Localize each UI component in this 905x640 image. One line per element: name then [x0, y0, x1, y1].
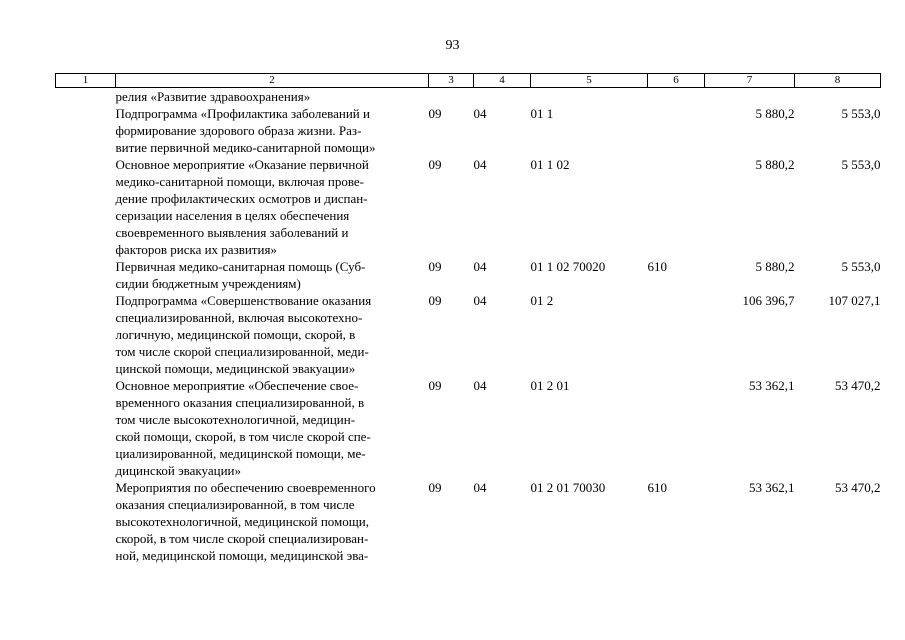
- row-target-article-cell: 01 1: [530, 106, 554, 121]
- row-name-line: витие первичной медико-санитарной помощи»: [115, 140, 376, 155]
- row-number-cell: [56, 292, 116, 377]
- row-expense-type-cell: 610: [647, 259, 667, 274]
- row-number-cell: [56, 88, 116, 106]
- row-amount-year2-cell: 5 553,0: [841, 259, 881, 274]
- table-row: [56, 88, 881, 106]
- row-name-cell: [116, 292, 429, 377]
- row-section-cell: 09: [428, 480, 442, 495]
- row-name-line: высокотехнологичной, медицинской помощи,: [115, 514, 369, 529]
- header-cell-1: 1: [56, 74, 116, 88]
- row-target-article-cell: 01 1 02 70020: [530, 259, 606, 274]
- row-target-article-cell: 01 1 02: [530, 157, 570, 172]
- row-name-cell: [116, 105, 429, 156]
- row-name-line: логичную, медицинской помощи, скорой, в: [115, 327, 356, 342]
- row-amount-year1-cell: 53 362,1: [749, 480, 795, 495]
- header-cell-7: 7: [705, 74, 795, 88]
- row-expense-type-cell: [648, 377, 705, 479]
- row-section-cell: [429, 88, 474, 106]
- row-amount-year1-cell: 5 880,2: [755, 259, 795, 274]
- row-subsection-cell: [474, 88, 531, 106]
- row-amount-year2-cell: [795, 88, 881, 106]
- header-cell-3: 3: [429, 74, 474, 88]
- table-row: [56, 258, 881, 292]
- row-amount-year2-cell: 5 553,0: [841, 157, 881, 172]
- row-number-cell: [56, 479, 116, 564]
- header-cell-6: 6: [648, 74, 705, 88]
- row-name-line: серизации населения в целях обеспечения: [115, 208, 350, 223]
- row-name-line: том числе высокотехнологичной, медицин-: [115, 412, 356, 427]
- row-name-line: оказания специализированной, в том числе: [115, 497, 355, 512]
- row-expense-type-cell: [648, 292, 705, 377]
- row-name-line: факторов риска их развития»: [115, 242, 277, 257]
- header-row: [56, 74, 881, 88]
- table-row: [56, 479, 881, 564]
- row-section-cell: 09: [428, 378, 442, 393]
- row-target-article-cell: [531, 88, 648, 106]
- table-body: [56, 88, 881, 565]
- row-name-line: циализированной, медицинской помощи, ме-: [115, 446, 366, 461]
- row-name-line: медико-санитарной помощи, включая прове-: [115, 174, 364, 189]
- header-cell-2: 2: [116, 74, 429, 88]
- row-name-line: Мероприятия по обеспечению своевременного: [115, 480, 376, 495]
- row-number-cell: [56, 156, 116, 258]
- row-amount-year1-cell: 106 396,7: [742, 293, 795, 308]
- row-name-line: специализированной, включая высокотехно-: [115, 310, 363, 325]
- budget-table: [55, 73, 881, 564]
- row-expense-type-cell: [648, 105, 705, 156]
- row-subsection-cell: 04: [473, 480, 487, 495]
- row-amount-year2-cell: 53 470,2: [835, 480, 881, 495]
- row-name-line: ной, медицинской помощи, медицинской эва-: [115, 548, 369, 563]
- row-name-line: формирование здорового образа жизни. Раз-: [115, 123, 362, 138]
- row-number-cell: [56, 258, 116, 292]
- row-name-cell: [116, 156, 429, 258]
- row-subsection-cell: 04: [473, 378, 487, 393]
- table-row: [56, 292, 881, 377]
- row-amount-year1-cell: 53 362,1: [749, 378, 795, 393]
- row-subsection-cell: 04: [473, 106, 487, 121]
- row-amount-year1-cell: 5 880,2: [755, 106, 795, 121]
- header-cell-4: 4: [474, 74, 531, 88]
- row-subsection-cell: 04: [473, 259, 487, 274]
- row-amount-year2-cell: 107 027,1: [828, 293, 881, 308]
- row-name-line: своевременного выявления заболеваний и: [115, 225, 349, 240]
- page-number: 93: [445, 38, 460, 53]
- row-name-cell: [116, 88, 429, 106]
- table-row: [56, 156, 881, 258]
- row-section-cell: 09: [428, 259, 442, 274]
- row-amount-year2-cell: 5 553,0: [841, 106, 881, 121]
- row-expense-type-cell: [648, 156, 705, 258]
- row-name-cell: [116, 479, 429, 564]
- header-cell-5: 5: [531, 74, 648, 88]
- row-name-cell: [116, 377, 429, 479]
- row-name-line: Первичная медико-санитарная помощь (Суб-: [115, 259, 366, 274]
- row-section-cell: 09: [428, 157, 442, 172]
- row-name-line: сидии бюджетным учреждениям): [115, 276, 301, 291]
- row-number-cell: [56, 105, 116, 156]
- row-section-cell: 09: [428, 293, 442, 308]
- row-expense-type-cell: 610: [647, 480, 667, 495]
- row-name-line: цинской помощи, медицинской эвакуации»: [115, 361, 356, 376]
- row-name-line: Основное мероприятие «Обеспечение свое-: [115, 378, 359, 393]
- row-name-line: Основное мероприятие «Оказание первичной: [115, 157, 369, 172]
- row-name-line: релия «Развитие здравоохранения»: [115, 89, 311, 104]
- row-amount-year1-cell: 5 880,2: [755, 157, 795, 172]
- row-subsection-cell: 04: [473, 293, 487, 308]
- table-row: [56, 105, 881, 156]
- table-row: [56, 377, 881, 479]
- row-name-line: Подпрограмма «Совершенствование оказания: [115, 293, 372, 308]
- row-name-line: Подпрограмма «Профилактика заболеваний и: [115, 106, 370, 121]
- row-name-line: том числе скорой специализированной, меди-: [115, 344, 369, 359]
- row-amount-year1-cell: [705, 88, 795, 106]
- row-name-line: дицинской эвакуации»: [115, 463, 241, 478]
- row-name-line: дение профилактических осмотров и диспан-: [115, 191, 368, 206]
- row-amount-year2-cell: 53 470,2: [835, 378, 881, 393]
- row-name-line: ской помощи, скорой, в том числе скорой спе-: [115, 429, 371, 444]
- row-name-line: временного оказания специализированной, в: [115, 395, 365, 410]
- row-subsection-cell: 04: [473, 157, 487, 172]
- row-target-article-cell: 01 2 01: [530, 378, 570, 393]
- row-name-line: скорой, в том числе скорой специализирован-: [115, 531, 369, 546]
- row-target-article-cell: 01 2 01 70030: [530, 480, 606, 495]
- header-cell-8: 8: [795, 74, 881, 88]
- row-expense-type-cell: [648, 88, 705, 106]
- row-section-cell: 09: [428, 106, 442, 121]
- row-number-cell: [56, 377, 116, 479]
- row-name-cell: [116, 258, 429, 292]
- row-target-article-cell: 01 2: [530, 293, 554, 308]
